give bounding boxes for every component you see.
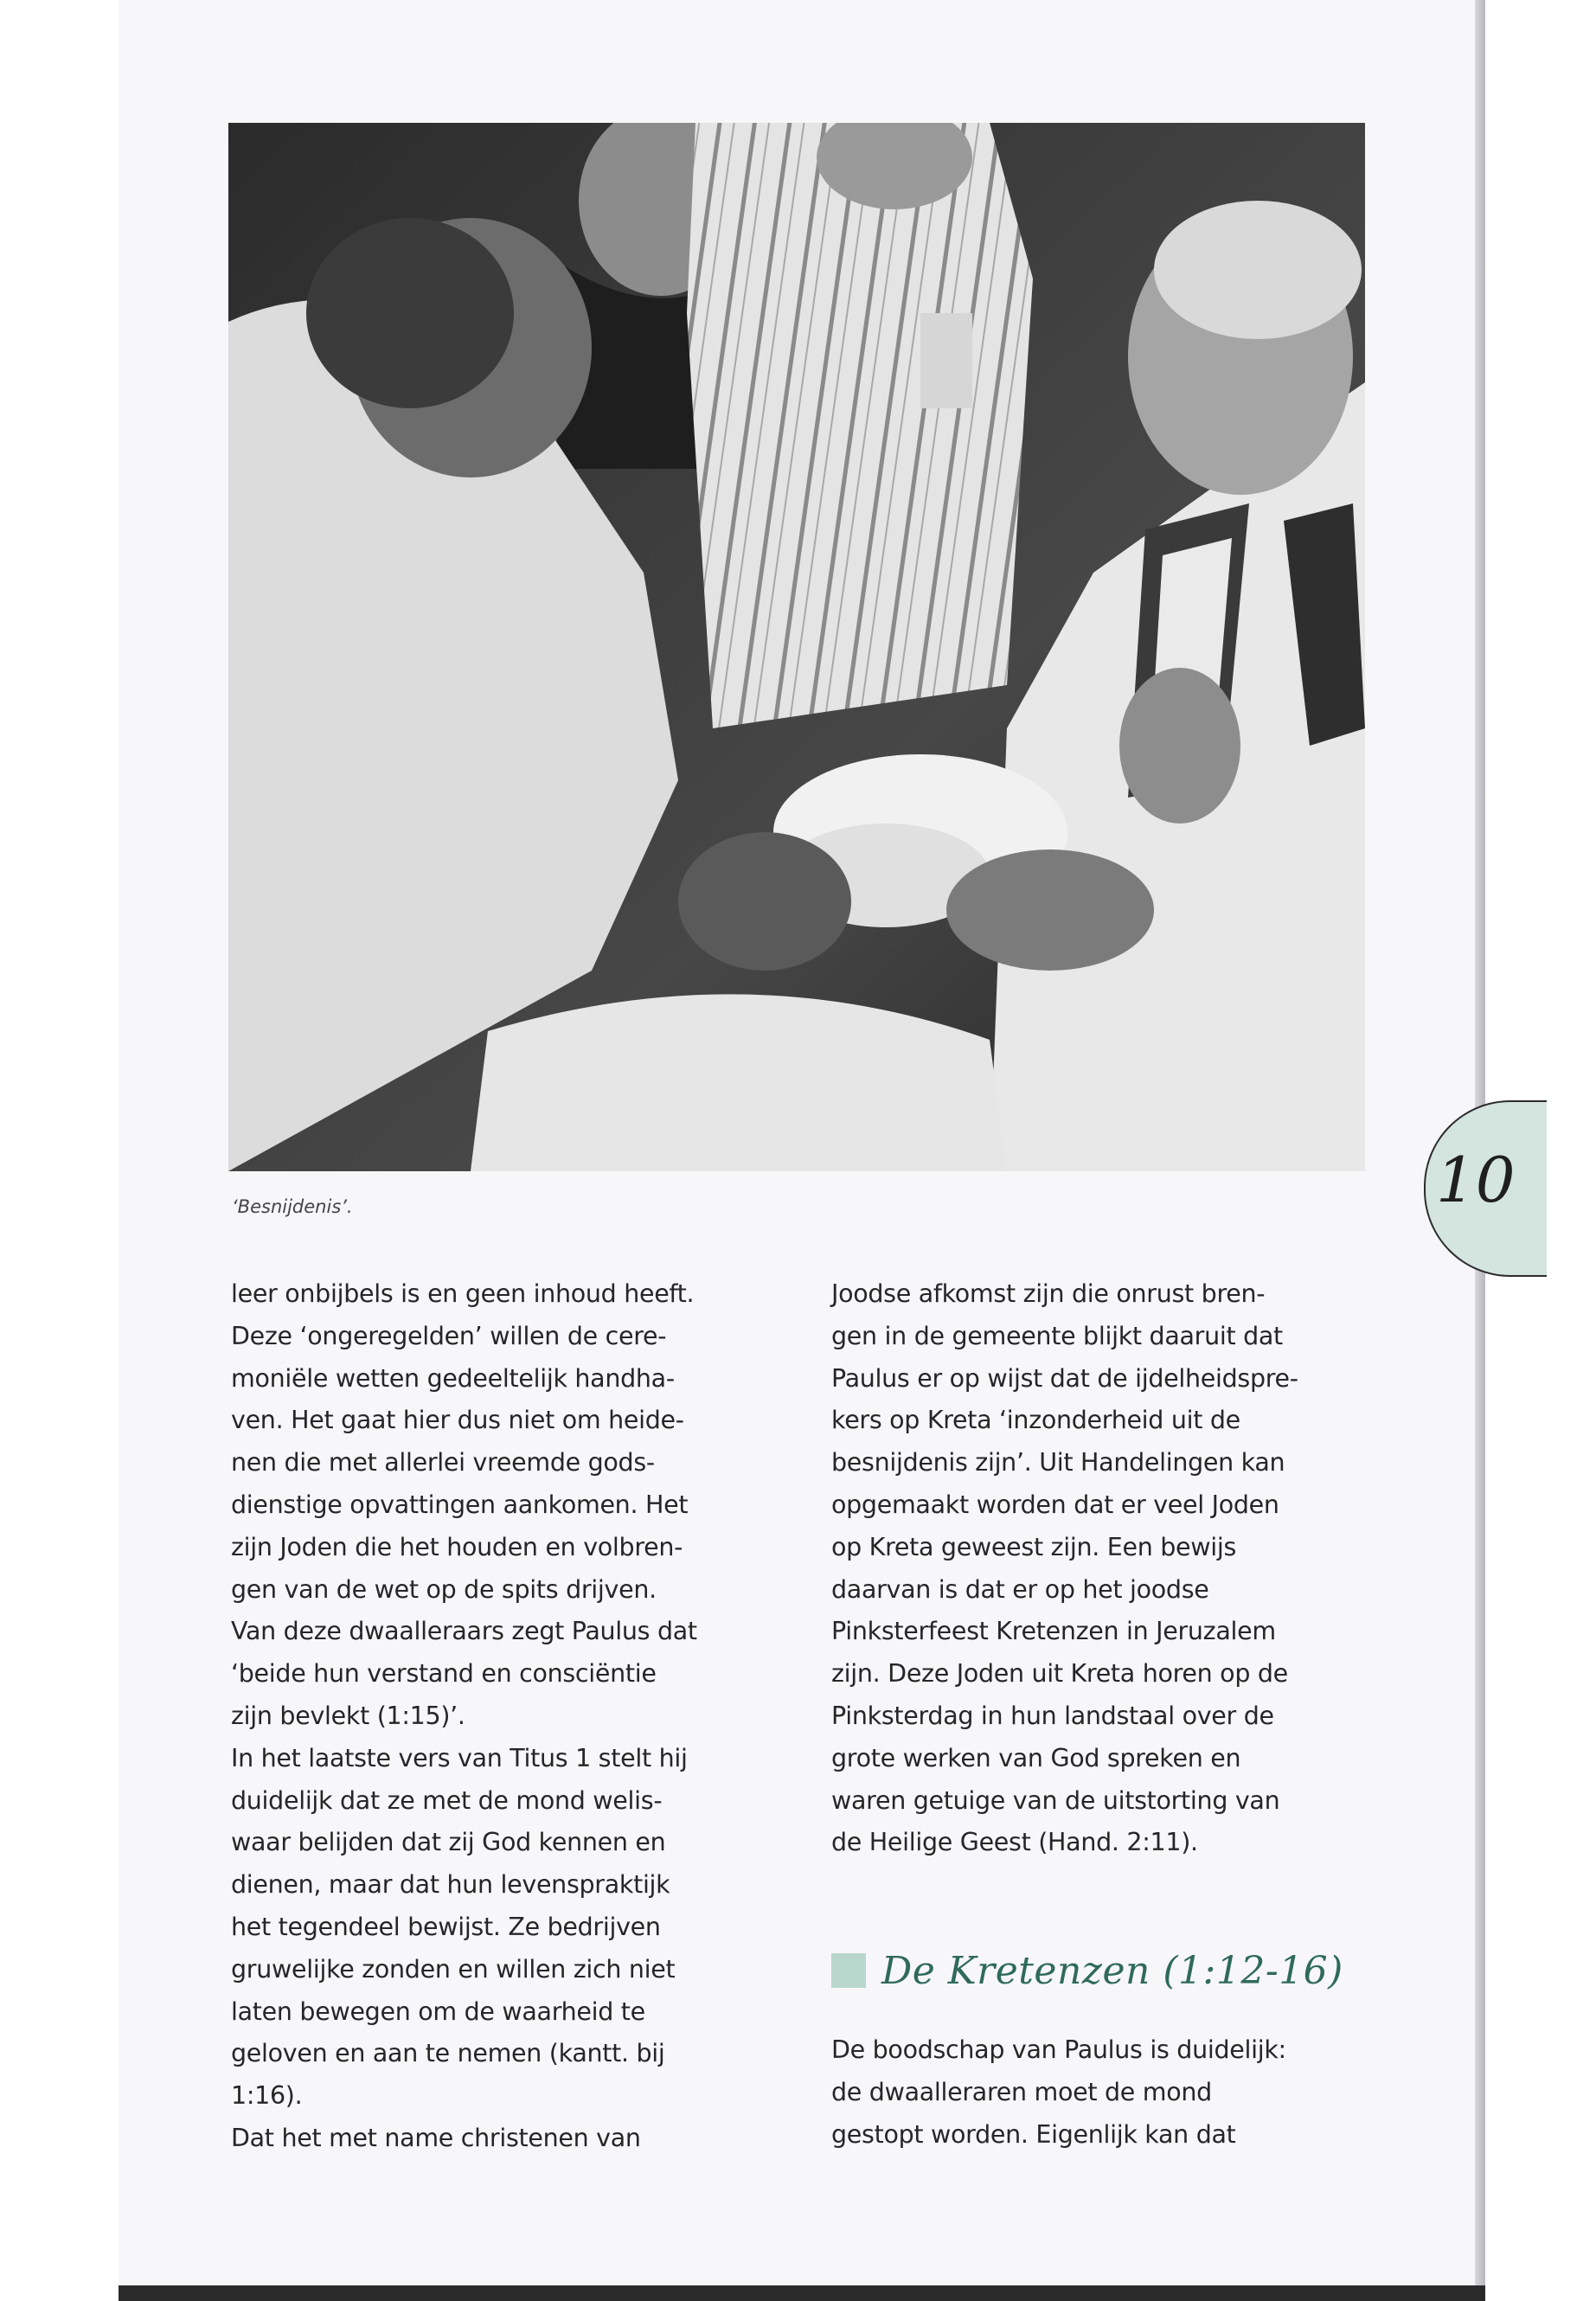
text-line: Joodse afkomst zijn die onrust bren- xyxy=(831,1279,1266,1308)
text-line: gen in de gemeente blijkt daaruit dat xyxy=(831,1321,1283,1350)
text-line: besnijdenis zijn’. Uit Handelingen kan xyxy=(831,1448,1285,1477)
text-line: leer onbijbels is en geen inhoud heeft. xyxy=(231,1279,695,1308)
text-line: zijn bevlekt (1:15)’. xyxy=(231,1701,465,1730)
section-heading xyxy=(831,1945,1343,1997)
text-line: op Kreta geweest zijn. Een bewijs xyxy=(831,1532,1237,1561)
text-line: gruwelijke zonden en willen zich niet xyxy=(231,1954,676,1984)
text-line: In het laatste vers van Titus 1 stelt hij xyxy=(231,1743,688,1772)
text-line: moniële wetten gedeeltelijk handha- xyxy=(231,1363,675,1393)
left-column xyxy=(231,1273,776,2160)
text-line: het tegendeel bewijst. Ze bedrijven xyxy=(231,1912,661,1941)
text-line: 1:16). xyxy=(231,2081,303,2111)
text-line: dienen, maar dat hun levenspraktijk xyxy=(231,1870,670,1900)
chapter-number: 10 xyxy=(1436,1144,1516,1216)
photo-caption: ‘Besnijdenis’. xyxy=(232,1196,353,1217)
text-line: waar belijden dat zij God kennen en xyxy=(231,1828,666,1857)
text-line: ‘beide hun verstand en consciëntie xyxy=(231,1659,657,1689)
text-line: geloven en aan te nemen (kantt. bij xyxy=(231,2039,665,2068)
ceremony-photo xyxy=(228,123,1365,1171)
section-heading-text: De Kretenzen (1:12-16) xyxy=(881,1948,1343,1993)
right-column xyxy=(831,1273,1376,1864)
text-line: zijn. Deze Joden uit Kreta horen op de xyxy=(831,1659,1288,1689)
ceremony-photo-drawing xyxy=(228,123,1365,1171)
text-line: laten bewegen om de waarheid te xyxy=(231,1997,645,2026)
text-line: nen die met allerlei vreemde gods- xyxy=(231,1448,655,1477)
text-line: Dat het met name christenen van xyxy=(231,2123,641,2152)
text-line: gestopt worden. Eigenlijk kan dat xyxy=(831,2119,1236,2149)
text-line: Deze ‘ongeregelden’ willen de cere- xyxy=(231,1321,667,1350)
text-line: Pinksterfeest Kretenzen in Jeruzalem xyxy=(831,1617,1276,1646)
text-line: Paulus er op wijst dat de ijdelheidspre- xyxy=(831,1363,1298,1393)
text-line: de dwaalleraren moet de mond xyxy=(831,2077,1212,2106)
text-line: gen van de wet op de spits drijven. xyxy=(231,1574,657,1604)
text-line: Pinksterdag in hun landstaal over de xyxy=(831,1701,1274,1730)
text-line: de Heilige Geest (Hand. 2:11). xyxy=(831,1828,1198,1857)
text-line: ven. Het gaat hier dus niet om heide- xyxy=(231,1406,684,1435)
bottom-band xyxy=(119,2285,1485,2301)
text-line: zijn Joden die het houden en volbren- xyxy=(231,1532,683,1561)
heading-marker xyxy=(831,1953,866,1988)
text-line: kers op Kreta ‘inzonderheid uit de xyxy=(831,1406,1240,1435)
text-line: waren getuige van de uitstorting van xyxy=(831,1785,1280,1815)
text-line: Van deze dwaalleraars zegt Paulus dat xyxy=(231,1617,697,1646)
text-line: grote werken van God spreken en xyxy=(831,1743,1241,1772)
text-line: daarvan is dat er op het joodse xyxy=(831,1574,1209,1604)
text-line: opgemaakt worden dat er veel Joden xyxy=(831,1490,1279,1519)
right-column-continued xyxy=(831,2029,1376,2156)
text-line: dienstige opvattingen aankomen. Het xyxy=(231,1490,689,1519)
text-line: De boodschap van Paulus is duidelijk: xyxy=(831,2035,1286,2064)
text-line: duidelijk dat ze met de mond welis- xyxy=(231,1785,663,1815)
